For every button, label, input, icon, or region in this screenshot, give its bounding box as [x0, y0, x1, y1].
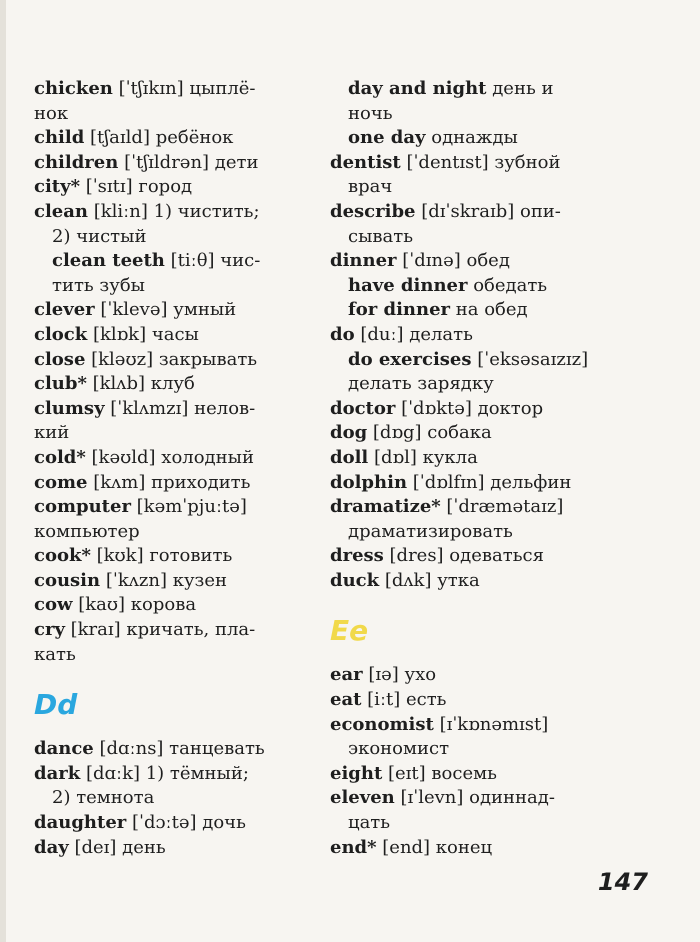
definition: на обед — [450, 299, 528, 321]
definition: [dres] одеваться — [383, 545, 544, 567]
headword: daughter — [34, 812, 127, 834]
dictionary-entry — [330, 762, 594, 787]
headword: ear — [330, 664, 363, 686]
dictionary-entry — [34, 446, 296, 471]
dictionary-entry — [330, 126, 594, 151]
headword: come — [34, 471, 88, 493]
dictionary-entry — [330, 811, 594, 836]
dictionary-entry — [34, 126, 296, 151]
headword: end* — [330, 836, 377, 858]
headword: close — [34, 348, 86, 370]
headword: do exercises — [348, 348, 472, 370]
definition: [deɪ] день — [68, 836, 166, 858]
dictionary-entry — [34, 836, 296, 861]
dictionary-entry — [34, 544, 296, 569]
headword: dinner — [330, 250, 397, 272]
dictionary-entry — [330, 225, 594, 250]
headword: do — [330, 323, 355, 345]
definition: [ˈdræmətaɪz] — [440, 496, 564, 518]
headword: child — [34, 127, 85, 149]
headword: dress — [330, 545, 384, 567]
definition: [kliːn] 1) чистить; — [88, 200, 260, 222]
dictionary-entry — [330, 274, 594, 299]
dictionary-entry — [34, 618, 296, 643]
definition: драматизировать — [348, 520, 513, 542]
headword: eleven — [330, 787, 395, 809]
definition: [dɪˈskraɪb] опи- — [415, 200, 561, 222]
headword: dog — [330, 422, 368, 444]
definition: [kləʊz] закрывать — [85, 348, 258, 370]
section-letter-e: Ee — [330, 614, 369, 648]
headword: children — [34, 151, 119, 173]
dictionary-entry — [34, 737, 296, 762]
dictionary-entry — [330, 298, 594, 323]
right-column — [330, 77, 594, 860]
definition: врач — [348, 176, 393, 198]
dictionary-entry — [34, 421, 296, 446]
definition: [ˈdentɪst] зубной — [400, 151, 561, 173]
entries-d-right — [330, 77, 594, 593]
definition: [end] конец — [376, 836, 493, 858]
entries-d-left — [34, 737, 296, 860]
definition: [kaʊ] корова — [72, 594, 197, 616]
headword: cousin — [34, 569, 101, 591]
dictionary-entry — [34, 249, 296, 274]
headword: dentist — [330, 151, 401, 173]
dictionary-entry — [330, 520, 594, 545]
definition: [tiːθ] чис- — [164, 250, 261, 272]
headword: club* — [34, 373, 87, 395]
definition: [duː] делать — [354, 323, 473, 345]
page-spine-shadow — [0, 0, 6, 942]
definition: [ˈtʃɪldrən] дети — [118, 151, 259, 173]
definition: [klɒk] часы — [87, 323, 199, 345]
headword: clever — [34, 299, 95, 321]
dictionary-entry — [330, 663, 594, 688]
dictionary-entry — [330, 688, 594, 713]
dictionary-entry — [330, 495, 594, 520]
entries-e — [330, 663, 594, 860]
dictionary-entry — [34, 569, 296, 594]
definition: [ɪə] ухо — [362, 664, 437, 686]
definition: [ˈdɪnə] обед — [396, 250, 510, 272]
headword: have dinner — [348, 274, 468, 296]
dictionary-entry — [34, 520, 296, 545]
dictionary-entry — [330, 175, 594, 200]
definition: [ˈsɪtɪ] город — [79, 176, 193, 198]
headword: cry — [34, 619, 65, 641]
headword: dark — [34, 762, 81, 784]
dictionary-entry — [34, 811, 296, 836]
dictionary-entry — [330, 544, 594, 569]
dictionary-entry — [34, 200, 296, 225]
headword: clean — [34, 200, 88, 222]
left-column — [34, 77, 296, 860]
dictionary-entry — [330, 421, 594, 446]
definition: [klʌb] клуб — [86, 373, 195, 395]
headword: cook* — [34, 545, 91, 567]
headword: dramatize* — [330, 496, 441, 518]
definition: [dɑːns] танцевать — [93, 738, 265, 760]
dictionary-entry — [34, 298, 296, 323]
dictionary-entry — [34, 175, 296, 200]
dictionary-entry — [330, 249, 594, 274]
dictionary-entry — [330, 323, 594, 348]
dictionary-entry — [34, 643, 296, 668]
definition: [kʌm] приходить — [87, 471, 251, 493]
definition: 2) темнота — [52, 787, 155, 809]
dictionary-entry — [330, 786, 594, 811]
definition: [eɪt] восемь — [382, 762, 497, 784]
headword: eight — [330, 762, 383, 784]
dictionary-entry — [34, 102, 296, 127]
definition: [dɒl] кукла — [368, 446, 478, 468]
dictionary-entry — [330, 200, 594, 225]
definition: [ɪˈkɒnəmɪst] — [433, 713, 549, 735]
dictionary-entry — [330, 102, 594, 127]
definition: [tʃaɪld] ребёнок — [84, 127, 234, 149]
headword: computer — [34, 496, 131, 518]
definition: компьютер — [34, 520, 140, 542]
dictionary-entry — [34, 372, 296, 397]
headword: economist — [330, 713, 434, 735]
headword: dance — [34, 738, 94, 760]
definition: кать — [34, 643, 76, 665]
dictionary-entry — [330, 151, 594, 176]
headword: duck — [330, 569, 380, 591]
dictionary-entry — [34, 151, 296, 176]
definition: [kraɪ] кричать, пла- — [64, 619, 256, 641]
dictionary-entry — [34, 471, 296, 496]
headword: day and night — [348, 78, 487, 99]
dictionary-entry — [34, 225, 296, 250]
dictionary-entry — [330, 569, 594, 594]
dictionary-entry — [330, 372, 594, 397]
definition: кий — [34, 422, 70, 444]
definition: [dɑːk] 1) тёмный; — [80, 762, 249, 784]
headword: dolphin — [330, 471, 408, 493]
definition: экономист — [348, 738, 450, 760]
dictionary-entry — [330, 471, 594, 496]
definition: делать зарядку — [348, 373, 494, 395]
dictionary-entry — [330, 737, 594, 762]
dictionary-entry — [34, 397, 296, 422]
dictionary-entry — [330, 713, 594, 738]
dictionary-entry — [34, 762, 296, 787]
headword: clean teeth — [52, 250, 165, 272]
definition: [ˈeksəsaɪzɪz] — [471, 348, 589, 370]
headword: city* — [34, 176, 80, 198]
dictionary-entry — [330, 397, 594, 422]
definition: однажды — [425, 127, 518, 149]
definition: [ˈdɔːtə] дочь — [126, 812, 246, 834]
headword: doll — [330, 446, 369, 468]
definition: обедать — [467, 274, 548, 296]
definition: [iːt] есть — [361, 689, 447, 711]
definition: цать — [348, 812, 391, 834]
definition: [ˈtʃɪkɪn] цыплё- — [112, 78, 256, 99]
definition: нок — [34, 102, 69, 124]
dictionary-entry — [34, 786, 296, 811]
headword: cow — [34, 594, 73, 616]
headword: clumsy — [34, 397, 105, 419]
definition: [ɪˈlevn] одиннад- — [394, 787, 555, 809]
headword: day — [34, 836, 69, 858]
dictionary-entry — [34, 323, 296, 348]
headword: one day — [348, 127, 426, 149]
dictionary-entry — [330, 77, 594, 102]
headword: chicken — [34, 78, 113, 99]
dictionary-entry — [330, 348, 594, 373]
headword: cold* — [34, 446, 86, 468]
definition: тить зубы — [52, 274, 146, 296]
definition: ночь — [348, 102, 393, 124]
headword: eat — [330, 689, 362, 711]
definition: [kəʊld] холодный — [85, 446, 254, 468]
section-letter-d: Dd — [34, 688, 78, 722]
headword: clock — [34, 323, 88, 345]
headword: describe — [330, 200, 416, 222]
definition: [dɒg] собака — [367, 422, 492, 444]
definition: [ˈklevə] умный — [94, 299, 237, 321]
definition: [ˈklʌmzɪ] нелов- — [104, 397, 256, 419]
definition: [kəmˈpjuːtə] — [130, 496, 247, 518]
page-number: 147 — [597, 868, 648, 896]
dictionary-entry — [34, 274, 296, 299]
definition: [dʌk] утка — [379, 569, 480, 591]
headword: doctor — [330, 397, 396, 419]
definition: [ˈkʌzn] кузен — [100, 569, 228, 591]
dictionary-entry — [330, 446, 594, 471]
dictionary-entry — [34, 348, 296, 373]
definition: [kʊk] готовить — [90, 545, 233, 567]
definition: [ˈdɒlfɪn] дельфин — [407, 471, 572, 493]
definition: день и — [486, 78, 554, 99]
dictionary-entry — [34, 593, 296, 618]
dictionary-entry — [34, 77, 296, 102]
dictionary-entry — [330, 836, 594, 861]
dictionary-entry — [34, 495, 296, 520]
definition: 2) чистый — [52, 225, 147, 247]
definition: сывать — [348, 225, 414, 247]
headword: for dinner — [348, 299, 451, 321]
definition: [ˈdɒktə] доктор — [395, 397, 544, 419]
entries-c — [34, 77, 296, 667]
